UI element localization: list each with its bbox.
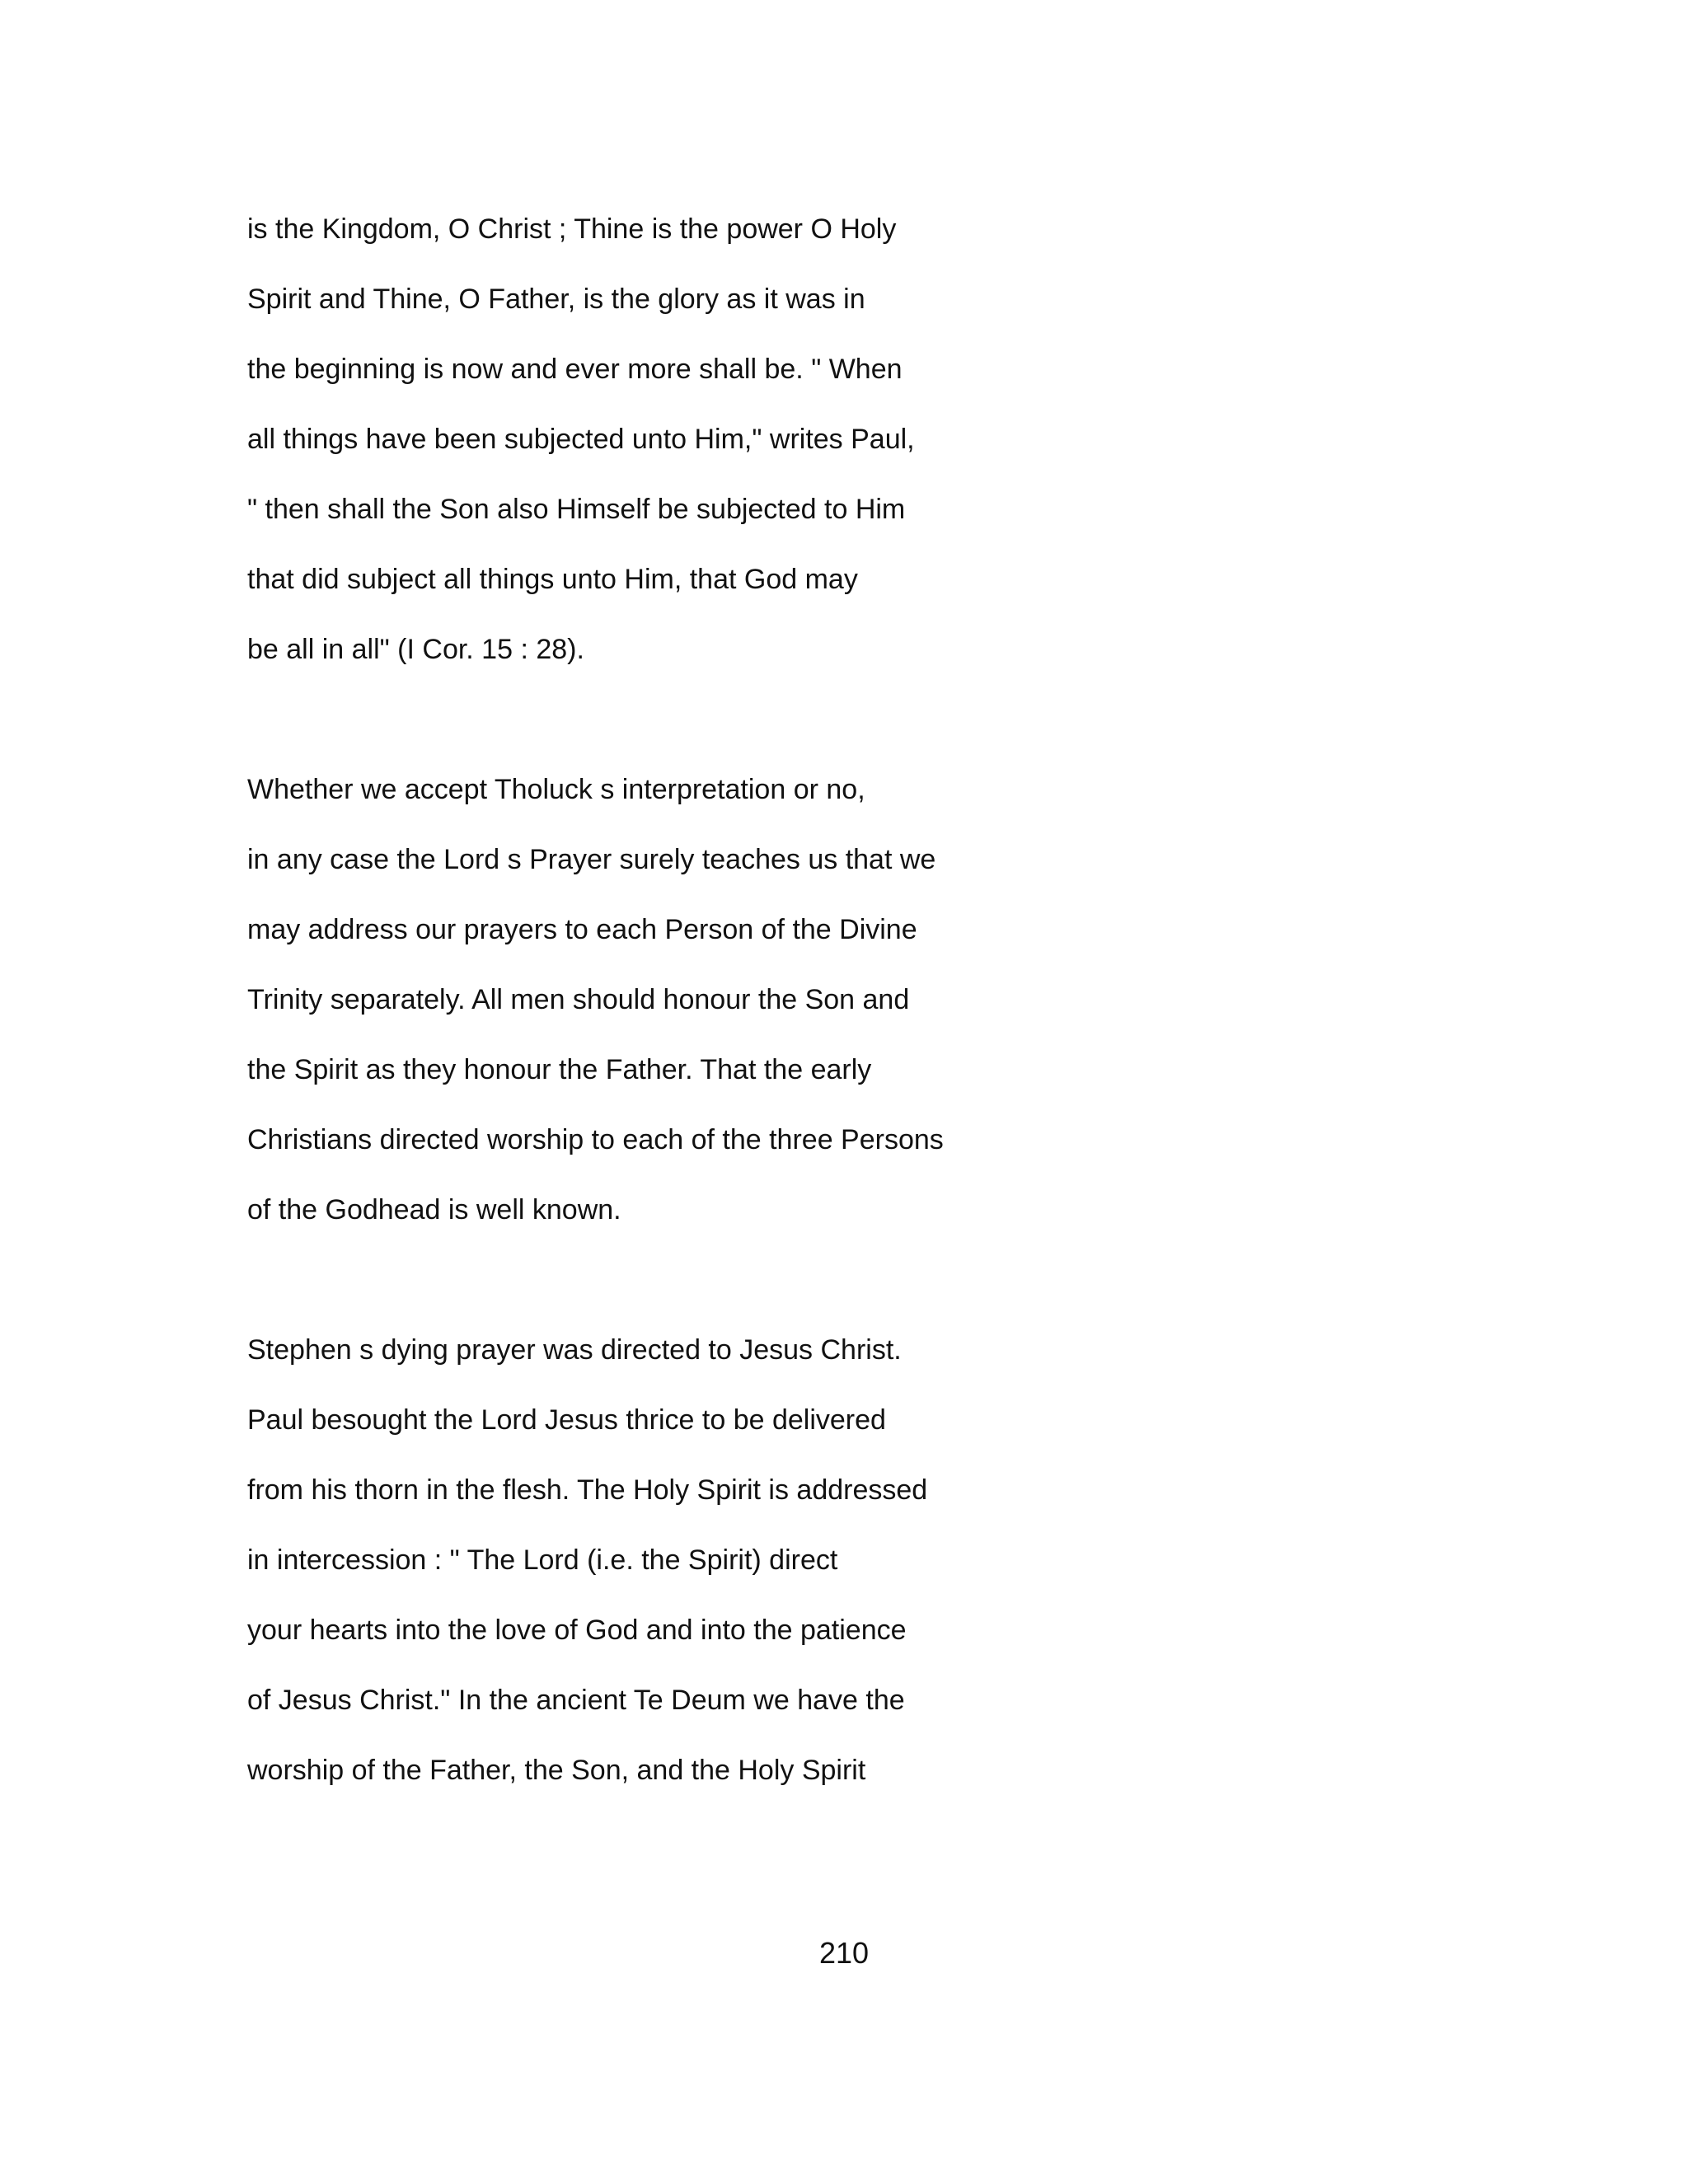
text-line: Paul besought the Lord Jesus thrice to be delivered	[247, 1404, 886, 1436]
text-line: Stephen s dying prayer was directed to Jesus Christ.	[247, 1334, 902, 1366]
text-line: in intercession : " The Lord (i.e. the Spirit) direct	[247, 1544, 838, 1576]
text-line: from his thorn in the flesh. The Holy Spirit is addressed	[247, 1474, 928, 1506]
text-line: may address our prayers to each Person of the Divine	[247, 914, 917, 945]
body-text	[247, 194, 1451, 1806]
text-line: " then shall the Son also Himself be subjected to Him	[247, 494, 906, 525]
paragraph	[247, 1315, 1451, 1806]
text-line: is the Kingdom, O Christ ; Thine is the power O Holy	[247, 213, 897, 245]
text-line: the Spirit as they honour the Father. That the early	[247, 1054, 872, 1085]
text-line: worship of the Father, the Son, and the Holy Spirit	[247, 1755, 866, 1786]
text-line: of the Godhead is well known.	[247, 1194, 621, 1226]
text-line: in any case the Lord s Prayer surely teaches us that we	[247, 844, 936, 875]
text-line: Whether we accept Tholuck s interpretation or no,	[247, 774, 865, 805]
paragraph-gap	[247, 1245, 1451, 1315]
text-line: Christians directed worship to each of the three Persons	[247, 1124, 944, 1155]
paragraph	[247, 755, 1451, 1245]
text-line: Trinity separately. All men should honour the Son and	[247, 984, 910, 1015]
paragraph	[247, 194, 1451, 685]
text-line: of Jesus Christ." In the ancient Te Deum we have the	[247, 1685, 905, 1716]
text-line: be all in all" (I Cor. 15 : 28).	[247, 634, 584, 665]
paragraph-gap	[247, 685, 1451, 755]
text-line: all things have been subjected unto Him," writes Paul,	[247, 424, 915, 455]
page-number: 210	[818, 1936, 870, 1970]
text-line: your hearts into the love of God and into the patience	[247, 1615, 907, 1646]
text-line: Spirit and Thine, O Father, is the glory as it was in	[247, 284, 865, 315]
text-line: the beginning is now and ever more shall be. " When	[247, 354, 903, 385]
text-line: that did subject all things unto Him, that God may	[247, 564, 858, 595]
